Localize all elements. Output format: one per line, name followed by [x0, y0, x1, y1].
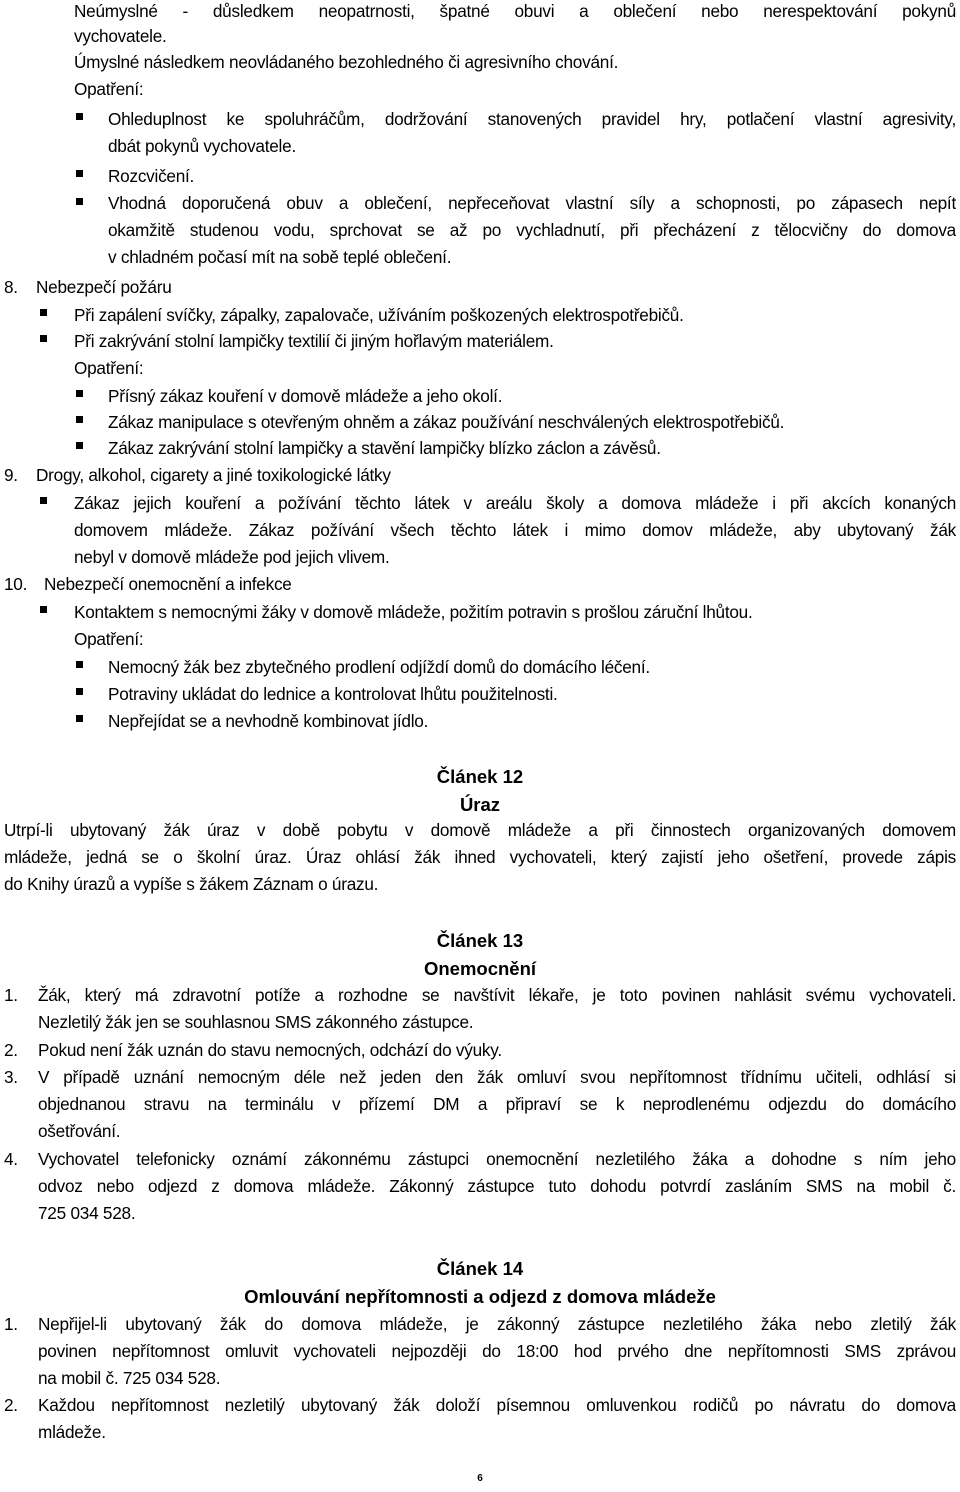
- article-subheading: Úraz: [459, 794, 501, 815]
- list-number: 1.: [4, 1314, 18, 1334]
- injury-unintentional-line-2: vychovatele.: [74, 26, 167, 46]
- list-item: Přísný zákaz kouření v domově mládeže a jeho okolí.: [108, 386, 503, 406]
- paragraph-line: do Knihy úrazů a vypíše s žákem Záznam o úrazu.: [4, 874, 379, 894]
- article-subheading: Onemocnění: [423, 958, 537, 979]
- list-item-line: Nepřijel-li ubytovaný žák do domova mládeže, je zákonný zástupce nezletilého žáka nebo zletilý žák: [38, 1314, 956, 1334]
- page-number: 6: [477, 1473, 483, 1484]
- list-item-line: Nezletilý žák jen se souhlasnou SMS zákonného zástupce.: [38, 1012, 474, 1032]
- list-item-line: Pokud není žák uznán do stavu nemocných, odchází do výuky.: [38, 1040, 502, 1060]
- article-subheading: Omlouvání nepřítomnosti a odjezd z domova mládeže: [244, 1286, 716, 1307]
- list-item-line: Vychovatel telefonicky oznámí zákonnému zástupci onemocnění nezletilého žáka a dohodne s ním jeho: [38, 1149, 956, 1169]
- list-item-line: Každou nepřítomnost nezletilý ubytovaný žák doloží písemnou omluvenkou rodičů po návratu do domova: [38, 1395, 956, 1415]
- section-number: 9.: [4, 465, 18, 485]
- list-item: Zákaz zakrývání stolní lampičky a stavění lampičky blízko záclon a závěsů.: [108, 438, 661, 458]
- bullet-icon: [76, 198, 83, 205]
- bullet-icon: [76, 442, 83, 449]
- list-number: 3.: [4, 1067, 18, 1087]
- section-number: 8.: [4, 277, 18, 297]
- bullet-icon: [40, 335, 47, 342]
- list-item: Nepřejídat se a nevhodně kombinovat jídlo.: [108, 711, 429, 731]
- paragraph-line: Utrpí-li ubytovaný žák úraz v době pobytu v domově mládeže a při činnostech organizovaných domovem: [4, 820, 956, 840]
- bullet-icon: [76, 715, 83, 722]
- list-item-line: na mobil č. 725 034 528.: [38, 1368, 221, 1388]
- measure-item-line: Ohleduplnost ke spoluhráčům, dodržování stanovených pravidel hry, potlačení vlastní agresivity,: [108, 109, 956, 129]
- list-item: Kontaktem s nemocnými žáky v domově mládeže, požitím potravin s prošlou záruční lhůtou.: [74, 602, 753, 622]
- list-item-line: povinen nepřítomnost omluvit vychovateli nejpozději do 18:00 hod prvého dne nepřítomnosti SMS zprávou: [38, 1341, 956, 1361]
- list-item-line: domovem mládeže. Zákaz požívání všech těchto látek i mimo domov mládeže, aby ubytovaný žák: [74, 520, 956, 540]
- bullet-icon: [40, 497, 47, 504]
- article-heading: Článek 12: [436, 766, 524, 787]
- section-title: Nebezpečí požáru: [36, 277, 172, 297]
- list-item-line: ošetřování.: [38, 1121, 121, 1141]
- bullet-icon: [40, 606, 47, 613]
- section-number: 10.: [4, 574, 28, 594]
- bullet-icon: [40, 309, 47, 316]
- article-heading: Článek 13: [436, 930, 524, 951]
- list-item: Potraviny ukládat do lednice a kontrolovat lhůtu použitelnosti.: [108, 684, 558, 704]
- measures-label: Opatření:: [74, 79, 144, 99]
- list-item-line: Žák, který má zdravotní potíže a rozhodne se navštívit lékaře, je toto povinen nahlásit svému vychovateli.: [38, 985, 956, 1005]
- section-title: Drogy, alkohol, cigarety a jiné toxikologické látky: [36, 465, 391, 485]
- list-item: Nemocný žák bez zbytečného prodlení odjíždí domů do domácího léčení.: [108, 657, 650, 677]
- bullet-icon: [76, 170, 83, 177]
- list-number: 4.: [4, 1149, 18, 1169]
- list-number: 1.: [4, 985, 18, 1005]
- measure-item-line: Rozcvičení.: [108, 166, 195, 186]
- list-item-line: 725 034 528.: [38, 1203, 136, 1223]
- section-title: Nebezpečí onemocnění a infekce: [44, 574, 292, 594]
- measure-item-line: okamžitě studenou vodu, sprchovat se až po vychladnutí, při přecházení z tělocvičny do domova: [108, 220, 956, 240]
- list-item-line: mládeže.: [38, 1422, 106, 1442]
- bullet-icon: [76, 113, 83, 120]
- list-number: 2.: [4, 1040, 18, 1060]
- list-item-line: odvoz nebo odjezd z domova mládeže. Zákonný zástupce tuto dohodu potvrdí zasláním SMS na mobil č.: [38, 1176, 956, 1196]
- article-heading: Článek 14: [436, 1258, 524, 1279]
- measure-item-line: dbát pokynů vychovatele.: [108, 136, 296, 156]
- bullet-icon: [76, 661, 83, 668]
- measure-item-line: v chladném počasí mít na sobě teplé oblečení.: [108, 247, 452, 267]
- bullet-icon: [76, 416, 83, 423]
- list-item-line: V případě uznání nemocným déle než jeden den žák omluví svou nepřítomnost třídnímu učiteli, odhlásí si: [38, 1067, 956, 1087]
- bullet-icon: [76, 390, 83, 397]
- paragraph-line: mládeže, jedná se o školní úraz. Úraz ohlásí žák ihned vychovateli, který zajistí jeho ošetření, provede zápis: [4, 847, 956, 867]
- list-item-line: objednanou stravu na terminálu v přízemí DM a připraví se k neprodlenému odjezdu do domácího: [38, 1094, 956, 1114]
- measures-label: Opatření:: [74, 629, 144, 649]
- list-number: 2.: [4, 1395, 18, 1415]
- list-item-line: nebyl v domově mládeže pod jejich vlivem.: [74, 547, 390, 567]
- list-item-line: Zákaz jejich kouření a požívání těchto látek v areálu školy a domova mládeže i při akcích konaných: [74, 493, 956, 513]
- list-item: Zákaz manipulace s otevřeným ohněm a zákaz používání neschválených elektrospotřebičů.: [108, 412, 785, 432]
- measure-item-line: Vhodná doporučená obuv a oblečení, nepřeceňovat vlastní síly a schopnosti, po zápasech nepít: [108, 193, 956, 213]
- measures-label: Opatření:: [74, 358, 144, 378]
- bullet-icon: [76, 688, 83, 695]
- injury-unintentional-line-1: Neúmyslné - důsledkem neopatrnosti, špatné obuvi a oblečení nebo nerespektování pokynů: [74, 1, 956, 21]
- list-item: Při zakrývání stolní lampičky textilií či jiným hořlavým materiálem.: [74, 331, 554, 351]
- injury-intentional-line: Úmyslné následkem neovládaného bezohledného či agresivního chování.: [74, 52, 619, 72]
- list-item: Při zapálení svíčky, zápalky, zapalovače, užíváním poškozených elektrospotřebičů.: [74, 305, 684, 325]
